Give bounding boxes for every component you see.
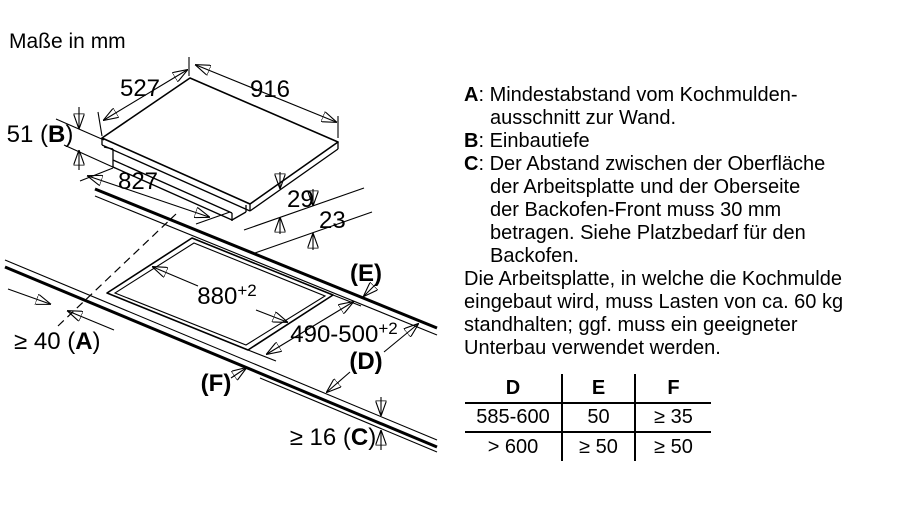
table-cell: 50 (561, 404, 634, 433)
dim-51B-label: 51 (B) (6, 121, 74, 148)
dim-827-label: 827 (117, 168, 159, 195)
legend-text: : Mindestabstand vom Kochmulden-ausschnitt zur Wand. (478, 84, 798, 129)
dim-527 (98, 70, 187, 136)
label-E-text: (E) (350, 260, 382, 287)
dim-916-label: 916 (249, 76, 291, 103)
base-box (232, 212, 246, 220)
dim-29-label: 29 (287, 186, 314, 213)
legend-letter: C (464, 153, 479, 175)
dim-23-label: 23 (319, 207, 346, 234)
projection-dashed-line (58, 214, 176, 326)
table-cell: 585-600 (465, 404, 561, 433)
label-F (201, 368, 246, 397)
table-cell: ≥ 35 (634, 404, 711, 433)
label-D-text: (D) (349, 348, 383, 375)
worktop-drawing (5, 189, 437, 452)
dim-880-label: $880^{+2}$ (197, 281, 257, 310)
load-note: Die Arbeitsplatte, in welche die Kochmulde eingebaut wird, muss Lasten von ca. 60 kg standhalten; ggf. muss ein geeigneter Unterbau verwendet werden. (464, 268, 844, 359)
dim-16C-label: ≥ 16 (C) (289, 424, 377, 451)
dim-827 (80, 168, 230, 224)
dim-880 (153, 267, 287, 322)
legend-letter: B (464, 130, 479, 152)
table-cell: ≥ 50 (634, 433, 711, 461)
legend-text: : Der Abstand zwischen der Oberfläche der Arbeitsplatte und der Oberseite der Backofen-Front muss 30 mm betragen. Siehe Platzbedarf für den Backofen. (478, 153, 826, 267)
dim-527-label: 527 (119, 75, 161, 102)
clearance-table (465, 374, 711, 461)
dim-490-500-label: $490-500^{+2}$ (290, 319, 398, 348)
legend-item-B (464, 130, 830, 153)
table-cell: ≥ 50 (561, 433, 634, 461)
legend-item-A (464, 84, 830, 130)
legend-text: : Einbautiefe (478, 130, 590, 152)
worktop-back-edge (95, 189, 437, 328)
page-title: Maße in mm (9, 30, 126, 53)
cooktop-drawing (7, 57, 372, 254)
legend-letter: A (464, 84, 479, 106)
table-header-E: E (561, 374, 634, 404)
label-E (350, 260, 382, 296)
dim-29-23 (244, 172, 372, 254)
dim-916 (196, 65, 338, 138)
legend (464, 84, 830, 268)
table-header-F: F (634, 374, 711, 404)
table-cell: > 600 (487, 436, 539, 458)
dim-40A-label: ≥ 40 (A) (14, 328, 101, 355)
label-F-text: (F) (200, 370, 232, 397)
legend-item-C (464, 153, 830, 268)
table-header-D: D (465, 374, 561, 404)
